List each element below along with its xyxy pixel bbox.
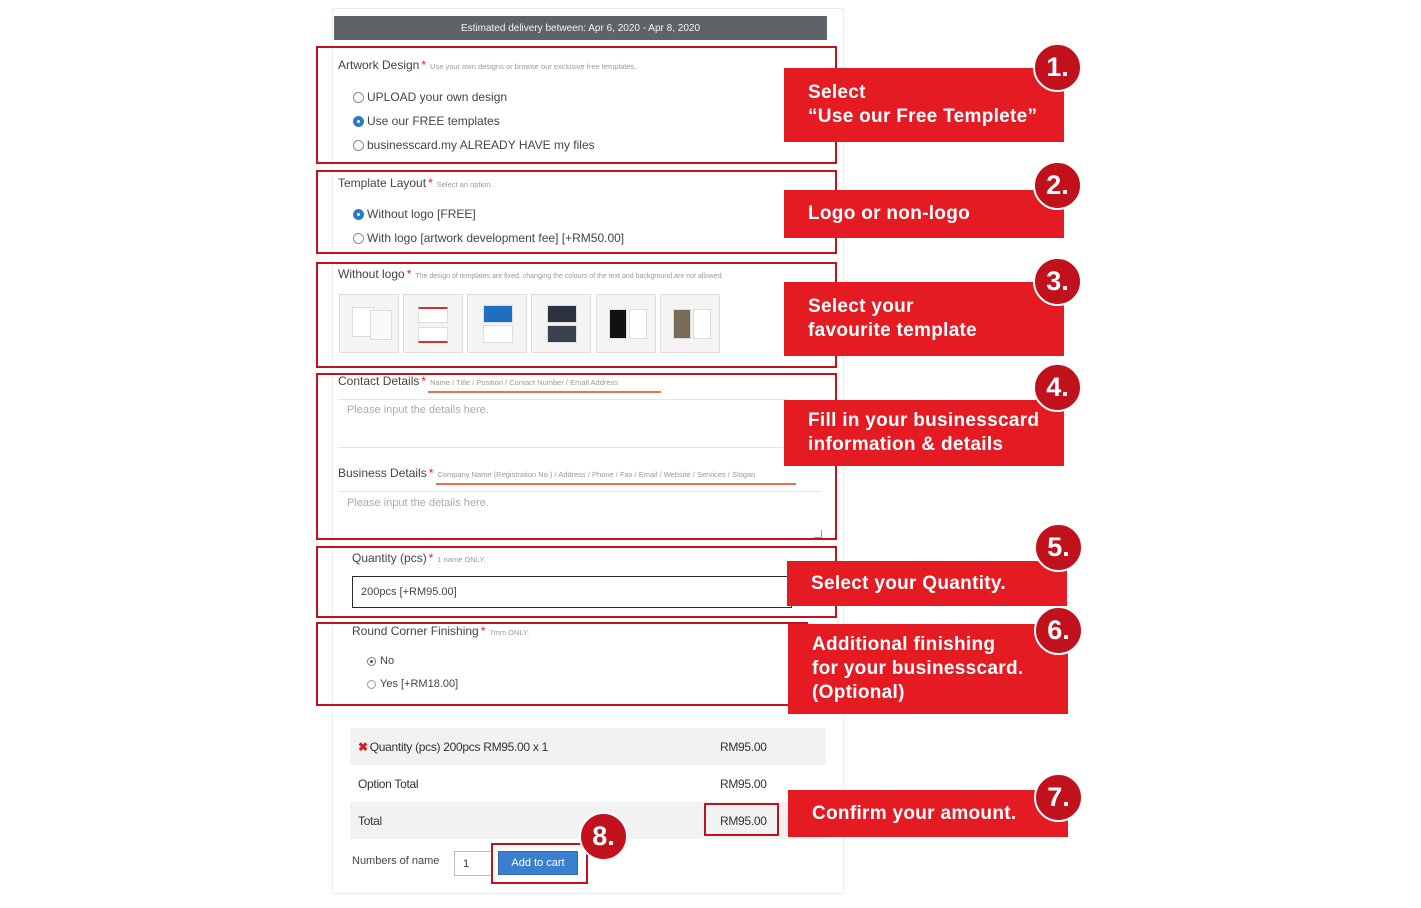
business-label <box>338 466 755 480</box>
add-to-cart-button[interactable]: Add to cart <box>498 851 578 875</box>
corner-hint: 7mm ONLY. <box>489 628 530 637</box>
callout-step-2 <box>784 190 1064 238</box>
card-front <box>547 305 577 323</box>
callout-text: information & details <box>808 434 1004 455</box>
option-label: No <box>380 655 395 667</box>
templates-hint: The design of templates are fixed, changing the colours of the text and background are not allowed. <box>415 273 724 280</box>
layout-hint: Select an option. <box>436 180 493 189</box>
summary-option-total-row <box>350 765 826 802</box>
contact-details-textarea[interactable]: Please input the details here. <box>347 404 489 416</box>
corner-label-text: Round Corner Finishing <box>352 624 479 638</box>
line-item-value: RM95.00 <box>720 739 767 754</box>
numbers-of-name-label: Numbers of name <box>352 855 440 867</box>
line-item-label <box>358 740 548 754</box>
corner-option-yes[interactable] <box>367 678 458 690</box>
business-hint-underline <box>436 483 796 485</box>
step-badge-3: 3. <box>1033 257 1082 306</box>
callout-text: (Optional) <box>812 682 905 703</box>
callout-step-1 <box>784 68 1064 142</box>
corner-option-no[interactable] <box>367 655 394 667</box>
line-item-text: Quantity (pcs) 200pcs RM95.00 x 1 <box>369 739 548 754</box>
radio-button-selected[interactable] <box>367 657 376 666</box>
card-back <box>418 327 448 343</box>
business-details-textarea[interactable]: Please input the details here. <box>347 497 489 509</box>
radio-button[interactable] <box>367 680 376 689</box>
summary-line-item-row <box>350 728 826 765</box>
callout-text: Confirm your amount. <box>812 802 1017 824</box>
layout-label <box>338 176 493 190</box>
contact-hint-underline <box>428 391 661 393</box>
template-thumb-6[interactable] <box>660 294 720 353</box>
step-badge-4: 4. <box>1033 363 1082 412</box>
option-label: businesscard.my ALREADY HAVE my files <box>367 138 595 152</box>
total-label: Total <box>358 813 382 828</box>
templates-label <box>338 267 724 281</box>
callout-text: for your businesscard. <box>812 658 1024 679</box>
callout-text: Select your Quantity. <box>811 572 1006 594</box>
corner-label <box>352 624 529 638</box>
artwork-option-upload[interactable] <box>353 90 507 104</box>
required-mark: * <box>480 624 486 638</box>
callout-text: favourite template <box>808 320 978 341</box>
layout-option-with-logo[interactable] <box>353 231 624 245</box>
artwork-label-text: Artwork Design <box>338 58 420 72</box>
delivery-estimate-bar: Estimated delivery between: Apr 6, 2020 - Apr 8, 2020 <box>334 16 827 40</box>
layout-label-text: Template Layout <box>338 176 427 190</box>
artwork-option-have-files[interactable] <box>353 138 595 152</box>
divider <box>338 491 822 492</box>
templates-label-text: Without logo <box>338 267 405 281</box>
radio-button-selected[interactable] <box>353 116 364 127</box>
callout-step-3 <box>784 282 1064 356</box>
remove-icon[interactable]: ✖ <box>358 739 368 754</box>
step-badge-1: 1. <box>1033 43 1082 92</box>
business-hint: Company Name (Registration No.) / Address / Phone / Fax / Email / Website / Services / Slogan <box>437 470 756 479</box>
template-thumb-2[interactable] <box>403 294 463 353</box>
required-mark: * <box>428 551 434 565</box>
callout-text: Logo or non-logo <box>808 203 971 224</box>
template-thumb-4[interactable] <box>531 294 591 353</box>
contact-hint: Name / Title / Position / Contact Number / Email Address <box>430 378 619 387</box>
divider <box>338 447 788 448</box>
quantity-label <box>352 551 485 565</box>
divider <box>338 399 788 400</box>
card-back <box>547 325 577 343</box>
artwork-hint: Use your own designs or browse our exclusive free templates. <box>430 62 637 71</box>
option-label: Yes [+RM18.00] <box>380 678 459 690</box>
option-label: UPLOAD your own design <box>367 90 508 104</box>
step-badge-2: 2. <box>1033 161 1082 210</box>
step-badge-8: 8. <box>579 812 628 861</box>
artwork-option-free-templates[interactable] <box>353 114 500 128</box>
contact-label <box>338 374 618 388</box>
required-mark: * <box>428 176 433 190</box>
quantity-select[interactable]: 200pcs [+RM95.00] <box>352 576 792 608</box>
step-badge-5: 5. <box>1034 523 1083 572</box>
highlight-total-value <box>704 803 779 836</box>
business-label-text: Business Details <box>338 466 427 480</box>
card-back <box>483 325 513 343</box>
numbers-of-name-input[interactable]: 1 <box>454 851 492 876</box>
radio-button[interactable] <box>353 92 364 103</box>
card-back <box>370 310 392 340</box>
artwork-label <box>338 58 636 72</box>
callout-step-6 <box>788 624 1068 714</box>
required-mark: * <box>406 267 412 281</box>
callout-step-4 <box>784 400 1064 466</box>
option-label: Use our FREE templates <box>367 114 500 128</box>
option-label: Without logo [FREE] <box>367 207 476 221</box>
callout-text: Fill in your businesscard <box>808 410 1040 431</box>
quantity-hint: 1 name ONLY. <box>437 555 486 564</box>
option-label: With logo [artwork development fee] [+RM50.00] <box>367 231 625 245</box>
layout-option-without-logo[interactable] <box>353 207 476 221</box>
callout-text: “Use our Free Templete” <box>808 106 1038 127</box>
option-total-label: Option Total <box>358 776 419 791</box>
radio-button-selected[interactable] <box>353 209 364 220</box>
required-mark: * <box>428 466 434 480</box>
template-thumb-5[interactable] <box>596 294 656 353</box>
callout-text: Additional finishing <box>812 634 996 655</box>
callout-text: Select your <box>808 296 914 317</box>
textarea-resize-handle[interactable] <box>814 530 822 538</box>
step-badge-6: 6. <box>1034 606 1083 655</box>
radio-button[interactable] <box>353 233 364 244</box>
quantity-label-text: Quantity (pcs) <box>352 551 427 565</box>
required-mark: * <box>421 374 427 388</box>
radio-button[interactable] <box>353 140 364 151</box>
step-badge-7: 7. <box>1034 773 1083 822</box>
card-front <box>673 309 691 339</box>
card-front <box>483 305 513 323</box>
template-thumb-3[interactable] <box>467 294 527 353</box>
callout-step-7 <box>788 790 1068 837</box>
card-back <box>693 309 711 339</box>
card-front <box>418 307 448 323</box>
contact-label-text: Contact Details <box>338 374 420 388</box>
card-front <box>609 309 627 339</box>
callout-step-5 <box>787 561 1067 606</box>
total-value: RM95.00 <box>720 813 767 828</box>
option-total-value: RM95.00 <box>720 776 767 791</box>
card-back <box>629 309 647 339</box>
callout-text: Select <box>808 82 866 103</box>
required-mark: * <box>421 58 427 72</box>
template-thumb-1[interactable] <box>339 294 399 353</box>
